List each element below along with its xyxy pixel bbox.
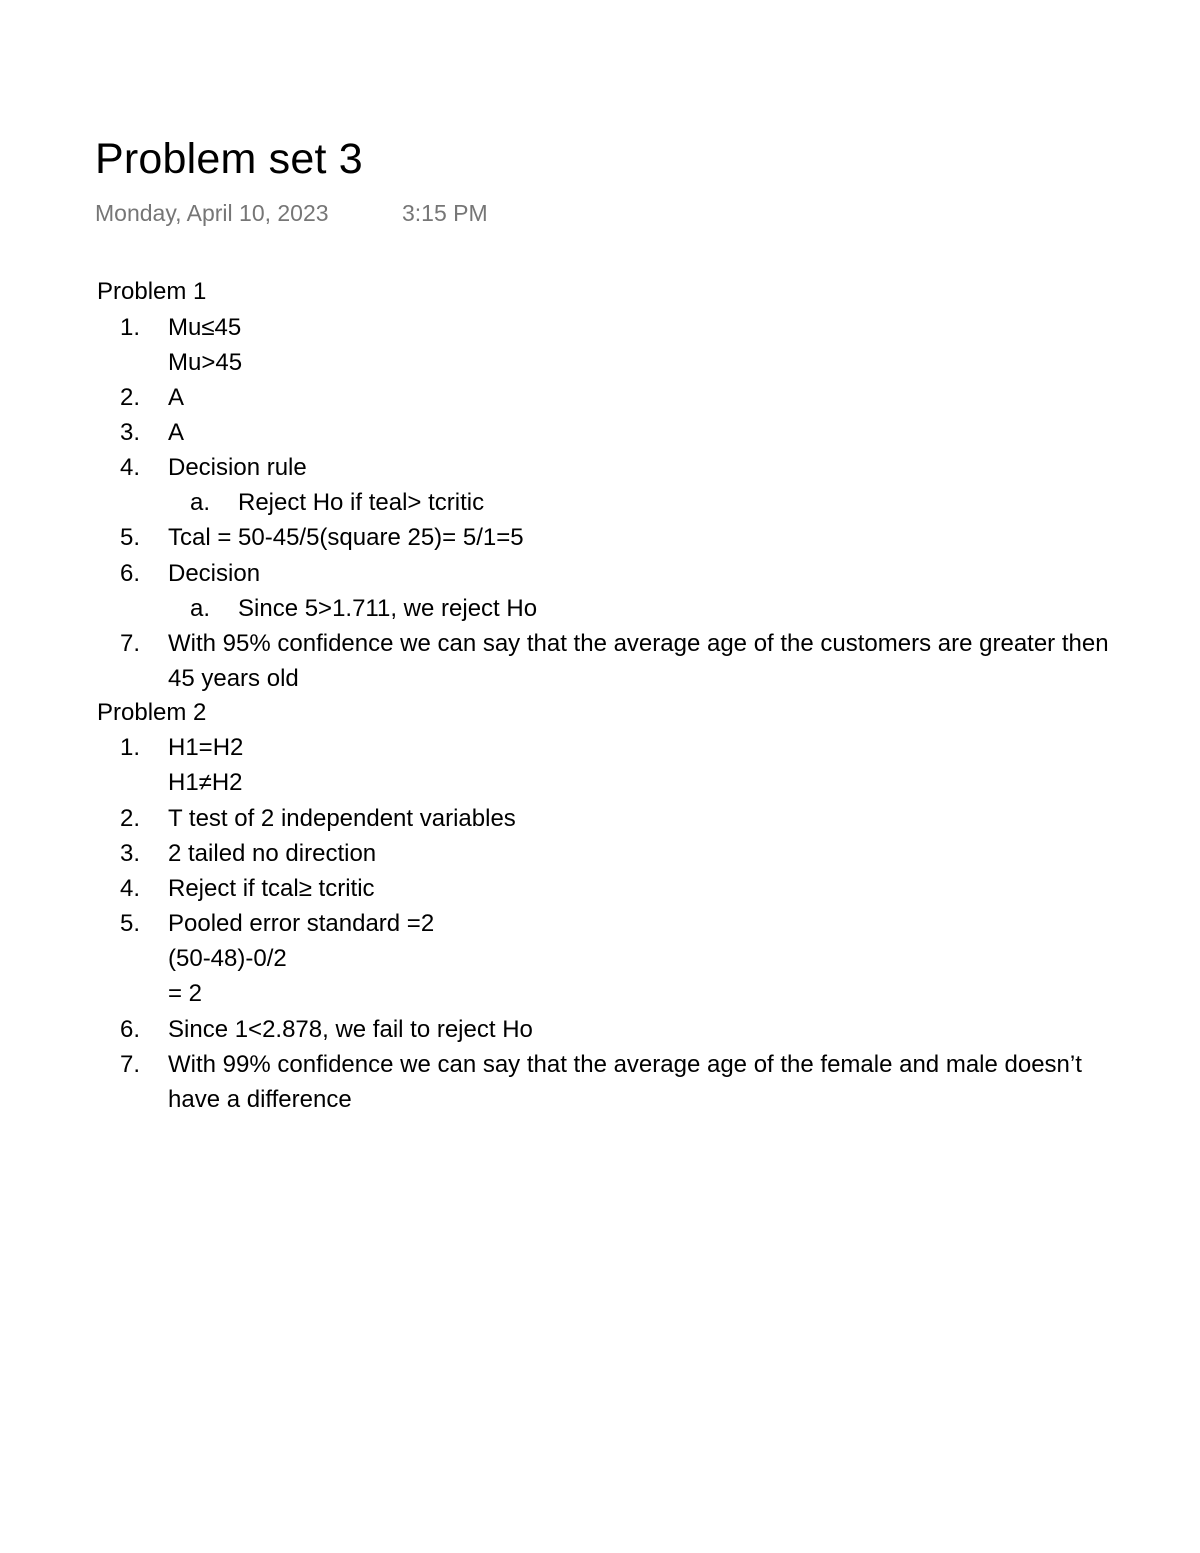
list-item-number: 2. [119,805,140,832]
list-item-text: Tcal = 50-45/5(square 25)= 5/1=5 [168,524,524,551]
list-item-number: 4. [119,454,140,481]
list-item-text: 45 years old [168,665,299,692]
list-item-number: 7. [119,630,140,657]
note-time: 3:15 PM [402,200,488,226]
list-item-text: (50-48)-0/2 [168,945,287,972]
list-item-number: 6. [119,1016,140,1043]
list-item-number: 7. [119,1051,140,1078]
list-item-text: Mu>45 [168,349,243,376]
list-item-text: Decision [168,560,261,587]
problem-2-heading: Problem 2 [97,699,207,726]
sub-item-text: Since 5>1.711, we reject Ho [238,595,538,622]
sub-item-text: Reject Ho if teal> tcritic [238,489,485,516]
list-item-number: 1. [119,734,140,761]
list-item-text: A [168,384,185,411]
list-item-text: With 99% confidence we can say that the average age of the female and male doesn’t [168,1051,1082,1078]
list-item-text: A [168,419,185,446]
list-item-text: 2 tailed no direction [168,840,377,867]
sub-item-marker: a. [189,595,210,622]
list-item-text: Mu≤45 [168,314,242,341]
list-item-text: H1=H2 [168,734,244,761]
list-item-number: 5. [119,524,140,551]
list-item-text: H1≠H2 [168,769,243,796]
list-item-text: = 2 [168,980,203,1007]
list-item-number: 6. [119,560,140,587]
page-title: Problem set 3 [95,135,363,183]
list-item-number: 4. [119,875,140,902]
sub-item-marker: a. [189,489,210,516]
list-item-text: T test of 2 independent variables [168,805,516,832]
list-item-text: have a difference [168,1086,352,1113]
list-item-text: Pooled error standard =2 [168,910,435,937]
list-item-text: With 95% confidence we can say that the average age of the customers are greater then [168,630,1109,657]
list-item-text: Since 1<2.878, we fail to reject Ho [168,1016,533,1043]
list-item-number: 2. [119,384,140,411]
list-item-number: 3. [119,840,140,867]
problem-1-heading: Problem 1 [97,278,207,305]
note-date: Monday, April 10, 2023 [95,200,329,226]
list-item-text: Reject if tcal≥ tcritic [168,875,375,902]
list-item-number: 1. [119,314,140,341]
list-item-number: 5. [119,910,140,937]
list-item-number: 3. [119,419,140,446]
list-item-text: Decision rule [168,454,307,481]
